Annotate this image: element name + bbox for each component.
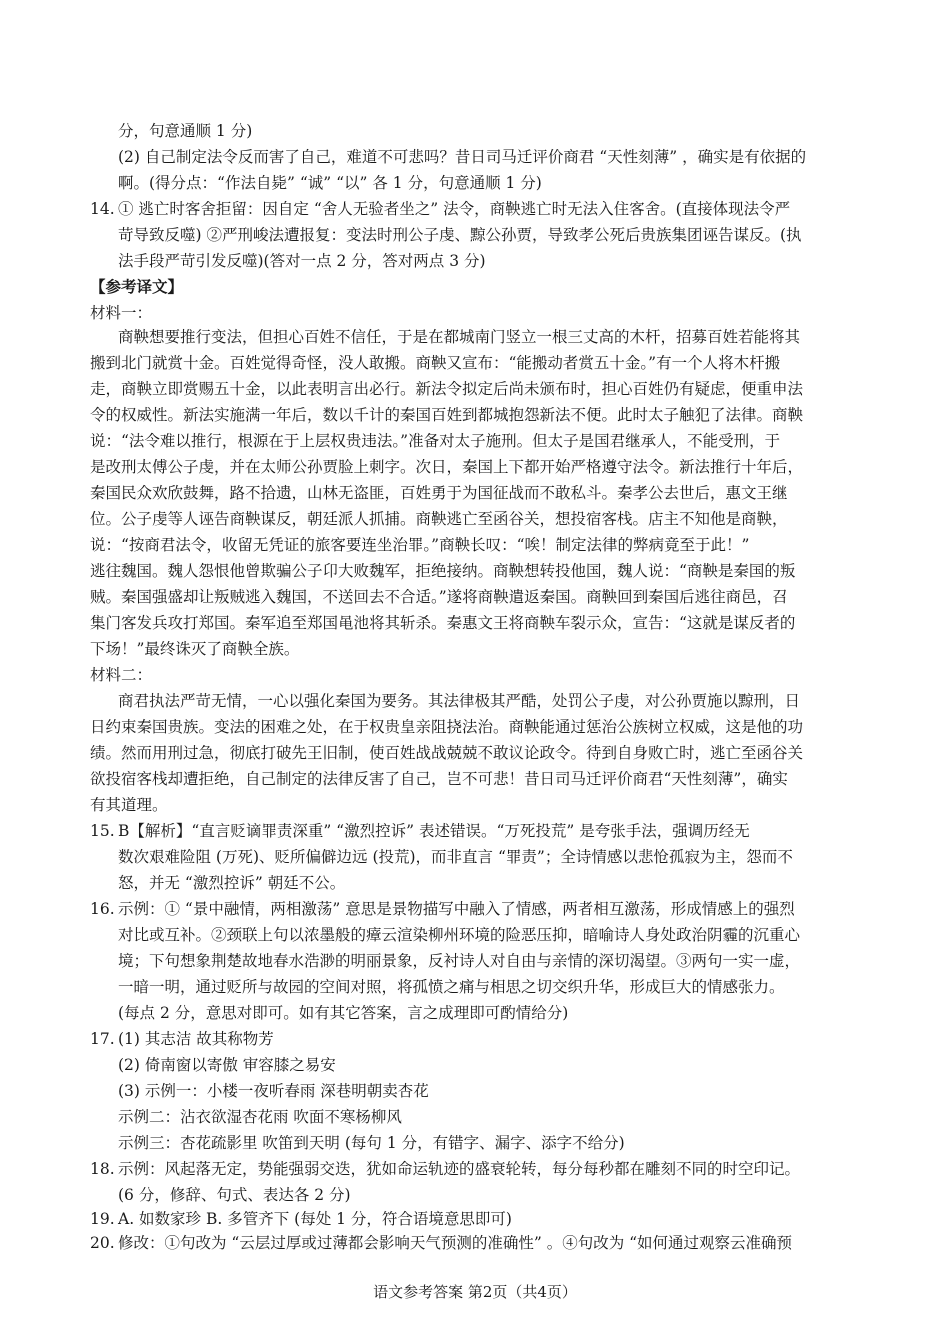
- translation-line: 说：“按商君法令，收留无凭证的旅客要连坐治罪。”商鞅长叹：“唉！制定法律的弊病竟至于此！”: [90, 536, 750, 554]
- translation-line: 欲投宿客栈却遭拒绝，自己制定的法律反害了自己，岂不可悲！昔日司马迁评价商君“天性刻薄”，确实: [90, 770, 788, 788]
- text-line: 对比或互补。②颈联上句以浓墨般的瘴云渲染柳州环境的险恶压抑，暗喻诗人身处政治阴霾的沉重心: [118, 926, 801, 944]
- material-label: 材料二：: [90, 666, 153, 684]
- text-line: (3) 示例一：小楼一夜听春雨 深巷明朝卖杏花: [118, 1082, 429, 1100]
- question-16: 16. 示例：① “景中融情，两相激荡” 意思是景物描写中融入了情感，两者相互激荡，形成情感上的强烈: [90, 900, 795, 918]
- text-line: 苛导致反噬) ②严刑峻法遭报复：变法时刑公子虔、黥公孙贾，导致孝公死后贵族集团诬告谋反。(执: [118, 226, 802, 244]
- question-15: 15. B【解析】“直言贬谪罪责深重” “激烈控诉” 表述错误。“万死投荒” 是夸张手法，强调历经无: [90, 822, 750, 840]
- text-line: 怒，并无 “激烈控诉” 朝廷不公。: [118, 874, 346, 892]
- translation-line: 下场！”最终诛灭了商鞅全族。: [90, 640, 300, 658]
- text-line: 示例三：杏花疏影里 吹笛到天明 (每句 1 分，有错字、漏字、添字不给分): [118, 1134, 625, 1152]
- question-19: 19. A. 如数家珍 B. 多管齐下 (每处 1 分，符合语境意思即可): [90, 1210, 512, 1228]
- translation-line: 秦国民众欢欣鼓舞，路不拾遗，山林无盗匪，百姓勇于为国征战而不敢私斗。秦孝公去世后，惠文王继: [90, 484, 788, 502]
- material-label: 材料一：: [90, 304, 153, 322]
- text-line: 数次艰难险阻 (万死)、贬所偏僻边远 (投荒)，而非直言 “罪责”；全诗情感以悲怆孤寂为主，怨而不: [118, 848, 793, 866]
- text-line: 啊。(得分点：“作法自毙” “诚” “以” 各 1 分，句意通顺 1 分): [118, 174, 542, 192]
- translation-line: 逃往魏国。魏人怨恨他曾欺骗公子卬大败魏军，拒绝接纳。商鞅想转投他国，魏人说：“商鞅是秦国的叛: [90, 562, 796, 580]
- translation-line: 搬到北门就赏十金。百姓觉得奇怪，没人敢搬。商鞅又宣布：“能搬动者赏五十金。”有一个人将木杆搬: [90, 354, 781, 372]
- translation-line: 贼。秦国强盛却让叛贼逃入魏国，不送回去不合适。”遂将商鞅遣返秦国。商鞅回到秦国后逃往商邑，召: [90, 588, 788, 606]
- text-line: 法手段严苛引发反噬)(答对一点 2 分，答对两点 3 分): [118, 252, 486, 270]
- text-line: (2) 自己制定法令反而害了自己，难道不可悲吗？昔日司马迁评价商君 “天性刻薄” ，确实是有依据的: [118, 148, 807, 166]
- text-line: (6 分，修辞、句式、表达各 2 分): [118, 1186, 351, 1204]
- translation-line: 绩。然而用刑过急，彻底打破先王旧制，使百姓战战兢兢不敢议论政令。待到自身败亡时，逃亡至函谷关: [90, 744, 804, 762]
- question-17: 17. (1) 其志洁 故其称物芳: [90, 1030, 274, 1048]
- text-line: 境；下句想象荆楚故地春水浩渺的明丽景象，反衬诗人对自由与亲情的深切渴望。③两句一实一虚，: [118, 952, 801, 970]
- text-line: 一暗一明，通过贬所与故园的空间对照，将孤愤之痛与相思之切交织升华，形成巨大的情感张力。: [118, 978, 785, 996]
- question-14: 14. ① 逃亡时客舍拒留：因自定 “舍人无验者坐之” 法令，商鞅逃亡时无法入住客舍。(直接体现法令严: [90, 200, 791, 218]
- text-line: (2) 倚南窗以寄傲 审容膝之易安: [118, 1056, 336, 1074]
- translation-line: 商鞅想要推行变法，但担心百姓不信任，于是在都城南门竖立一根三丈高的木杆，招募百姓若能将其: [118, 328, 801, 346]
- translation-line: 是改刑太傅公子虔，并在太师公孙贾脸上刺字。次日，秦国上下都开始严格遵守法令。新法推行十年后，: [90, 458, 804, 476]
- text-line: 示例二：沾衣欲湿杏花雨 吹面不寒杨柳风: [118, 1108, 402, 1126]
- question-18: 18. 示例：风起落无定，势能强弱交迭，犹如命运轨迹的盛衰轮转，每分每秒都在雕刻不同的时空印记。: [90, 1160, 801, 1178]
- translation-line: 日约束秦国贵族。变法的困难之处，在于权贵皇亲阻挠法治。商鞅能通过惩治公族树立权威，这是他的功: [90, 718, 804, 736]
- translation-line: 商君执法严苛无情，一心以强化秦国为要务。其法律极其严酷，处罚公子虔，对公孙贾施以黥刑，日: [118, 692, 801, 710]
- translation-line: 集门客发兵攻打郑国。秦军追至郑国黾池将其斩杀。秦惠文王将商鞅车裂示众，宣告：“这就是谋反者的: [90, 614, 796, 632]
- translation-line: 说：“法令难以推行，根源在于上层权贵违法。”准备对太子施刑。但太子是国君继承人，不能受刑，于: [90, 432, 781, 450]
- translation-line: 位。公子虔等人诬告商鞅谋反，朝廷派人抓捕。商鞅逃亡至函谷关，想投宿客栈。店主不知他是商鞅，: [90, 510, 788, 528]
- page-footer: 语文参考答案 第2页（共4页）: [373, 1283, 577, 1301]
- translation-line: 走，商鞅立即赏赐五十金，以此表明言出必行。新法令拟定后尚未颁布时，担心百姓仍有疑虑，便重申法: [90, 380, 804, 398]
- translation-line: 有其道理。: [90, 796, 168, 814]
- translation-line: 令的权威性。新法实施满一年后，数以千计的秦国百姓到都城抱怨新法不便。此时太子触犯了法律。商鞅: [90, 406, 804, 424]
- section-heading: 【参考译文】: [90, 277, 184, 296]
- text-line: (每点 2 分，意思对即可。如有其它答案，言之成理即可酌情给分): [118, 1004, 569, 1022]
- text-line: 分，句意通顺 1 分): [118, 122, 253, 140]
- question-20: 20. 修改：①句改为 “云层过厚或过薄都会影响天气预测的准确性” 。④句改为 “如何通过观察云准确预: [90, 1234, 793, 1252]
